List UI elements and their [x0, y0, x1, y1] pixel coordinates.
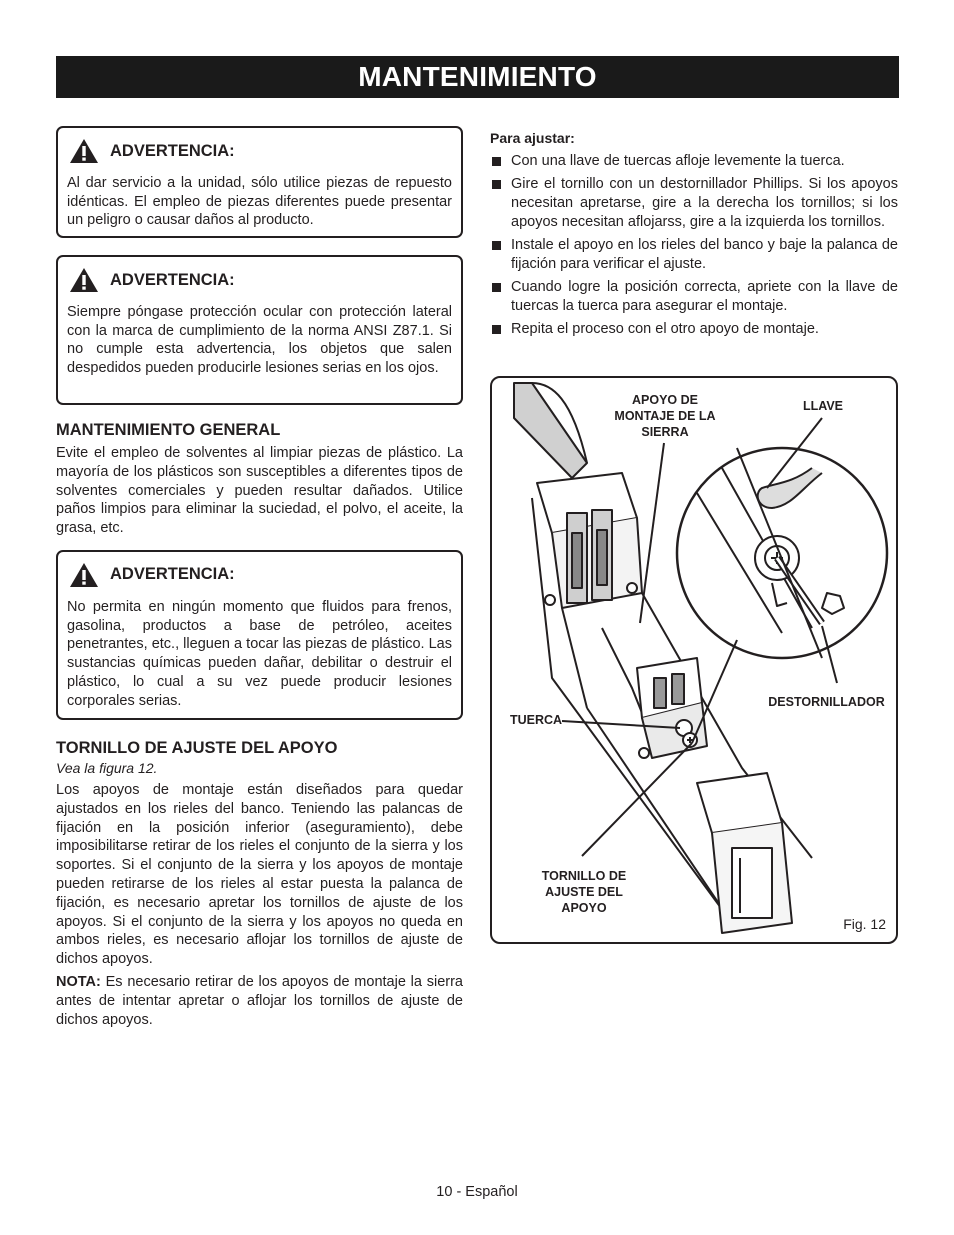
- warning-header: [69, 267, 452, 293]
- left-column: [56, 126, 463, 1029]
- list-item: Cuando logre la posición correcta, apriete con la llave de tuercas la tuerca para asegurar el montaje.: [490, 278, 898, 316]
- warning-box-1: [56, 126, 463, 238]
- procedure-heading: Para ajustar:: [490, 130, 575, 146]
- mounting-bracket-illustration: [492, 378, 896, 942]
- general-paragraph: Evite el empleo de solventes al limpiar piezas de plástico. La mayoría de los plásticos son susceptibles a diferentes tipos de solventes comerciales y pueden resultar dañados. Utilice paños limpios para eliminar la suciedad, el polvo, el aceite, la grasa, etc.: [56, 445, 463, 537]
- warning-triangle-icon: [69, 138, 99, 164]
- warning-triangle-icon: [69, 267, 99, 293]
- label-apoyo: APOYO DE MONTAJE DE LA SIERRA: [614, 393, 716, 439]
- warning-box-2: [56, 255, 463, 405]
- figure-12: [490, 376, 898, 944]
- label-tuerca: TUERCA: [509, 713, 563, 727]
- label-tornillo: TORNILLO DE AJUSTE DEL APOYO: [541, 869, 627, 915]
- procedure-list: [490, 152, 898, 339]
- list-item: Repita el proceso con el otro apoyo de montaje.: [490, 320, 898, 339]
- figure-reference: Vea la figura 12.: [56, 759, 158, 776]
- warning-box-3: [56, 550, 463, 720]
- warning-text: No permita en ningún momento que fluidos para frenos, gasolina, productos a base de petróleo, aceites penetrantes, etc., lleguen a tocar las piezas de plástico. Las sustancias químicas pueden dañar, debilitar o destruir el plástico, lo cual a su vez puede producir lesiones corporales serias.: [67, 598, 452, 709]
- warning-header: [69, 562, 452, 588]
- list-item: Gire el tornillo con un destornillador Phillips. Si los apoyos necesitan apretarse, gire a la derecha los tornillos; si los apoyos necesitan aflojarss, gire a la izquierda los tornillos.: [490, 175, 898, 231]
- note-label: NOTA:: [56, 973, 101, 990]
- note-text: Es necesario retirar de los apoyos de montaje la sierra antes de intentar apretar o aflojar los tornillos de ajuste de dichos apoyos.: [56, 973, 463, 1028]
- warning-header: [69, 138, 452, 164]
- figure-caption: Fig. 12: [843, 916, 886, 932]
- list-item: Con una llave de tuercas afloje levemente la tuerca.: [490, 152, 898, 171]
- warning-title: ADVERTENCIA:: [110, 270, 235, 289]
- note-paragraph: [56, 973, 463, 1029]
- page-number: 10 - Español: [436, 1184, 518, 1200]
- warning-text: Al dar servicio a la unidad, sólo utilice piezas de repuesto idénticas. El empleo de piezas diferentes puede presentar un peligro o causar daños al producto.: [67, 175, 452, 229]
- page-title: MANTENIMIENTO: [56, 56, 899, 98]
- section-heading-general: MANTENIMIENTO GENERAL: [56, 421, 281, 439]
- label-llave: LLAVE: [802, 399, 844, 413]
- section-heading-adjust: TORNILLO DE AJUSTE DEL APOYO: [56, 738, 338, 757]
- right-column: [490, 130, 898, 344]
- warning-title: ADVERTENCIA:: [110, 565, 235, 584]
- warning-title: ADVERTENCIA:: [110, 141, 235, 160]
- warning-text: Siempre póngase protección ocular con protección lateral con la marca de cumplimiento de la norma ANSI Z87.1. Si no cumple esta advertencia, los objetos que salen despedidos pueden producirle lesiones serias en los ojos.: [67, 304, 452, 377]
- list-item: Instale el apoyo en los rieles del banco y baje la palanca de fijación para verificar el ajuste.: [490, 236, 898, 274]
- adjust-paragraph: Los apoyos de montaje están diseñados para quedar ajustados en los rieles del banco. Teniendo las palancas de fijación en la posición inferior (aseguramiento), debe imposibilitarse retirar de los rieles el conjunto de la sierra y los soportes. Si el conjunto de la sierra y los apoyos de montaje pueden retirarse de los rieles al estar puesta la palanca de fijación, es necesario apretar los tornillos de ajuste de los apoyos. Si el conjunto de la sierra y los apoyos no queda en ambos rieles, es necesario aflojar los tornillos de ajuste de dichos apoyos.: [56, 781, 463, 968]
- warning-triangle-icon: [69, 562, 99, 588]
- label-destornillador: DESTORNILLADOR: [768, 695, 885, 709]
